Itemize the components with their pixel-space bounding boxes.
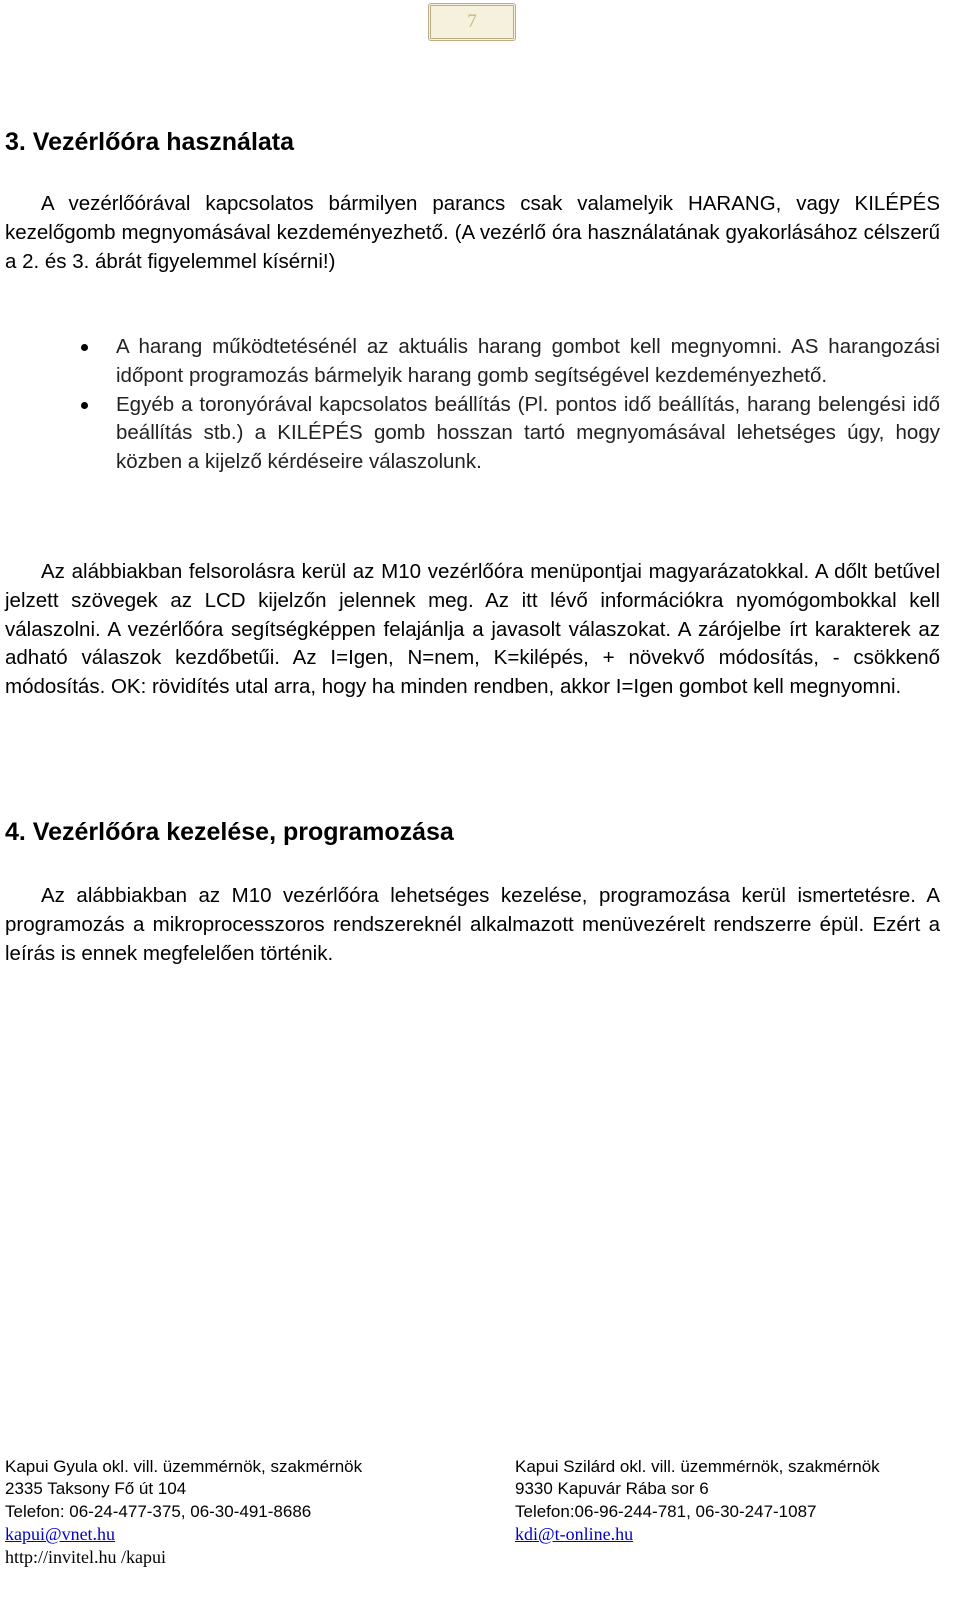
list-item	[5, 333, 940, 391]
contact-website: http://invitel.hu /kapui	[5, 1546, 166, 1567]
contact-email-link[interactable]: kdi@t-online.hu	[515, 1524, 634, 1545]
contact-address: 9330 Kapuvár Rába sor 6	[515, 1479, 709, 1499]
contact-phone: Telefon: 06-24-477-375, 06-30-491-8686	[5, 1501, 312, 1521]
section-3-heading: 3. Vezérlőóra használata	[5, 128, 295, 156]
contact-email-link[interactable]: kapui@vnet.hu	[5, 1524, 116, 1545]
contact-address: 2335 Taksony Fő út 104	[5, 1479, 187, 1499]
bullet-icon	[81, 402, 88, 409]
contact-name: Kapui Szilárd okl. vill. üzemmérnök, szakmérnök	[515, 1457, 880, 1476]
bullet-list	[5, 333, 940, 477]
bullet-text: A harang működtetésénél az aktuális harang gombot kell megnyomni. AS harangozási időpont programozás bármelyik harang gomb segítségével kezdeményezhető.	[116, 335, 940, 387]
page-number-badge: 7	[428, 3, 516, 41]
section-4-intro: Az alábbiakban az M10 vezérlőóra lehetséges kezelése, programozása kerül ismertetésre. A programozás a mikroprocesszoros rendszereknél alkalmazott menüvezérelt rendszerre épül. Ezért a leírás is ennek megfelelően történik.	[5, 884, 940, 965]
footer-contact-right	[515, 1456, 880, 1546]
section-4-heading: 4. Vezérlőóra kezelése, programozása	[5, 818, 454, 846]
contact-phone: Telefon:06-96-244-781, 06-30-247-1087	[515, 1501, 817, 1521]
contact-name: Kapui Gyula okl. vill. üzemmérnök, szakmérnök	[5, 1457, 363, 1476]
bullet-icon	[81, 344, 88, 351]
section-3-explanation: Az alábbiakban felsorolásra kerül az M10 vezérlőóra menüpontjai magyarázatokkal. A dőlt betűvel jelzett szövegek az LCD kijelzőn jelennek meg. Az itt lévő információkra nyomógombokkal kell válaszolni. A vezérlőóra segítségképpen felajánlja a javasolt válaszokat. A zárójelbe írt karakterek az adható válaszok kezdőbetűi. Az I=Igen, N=nem, K=kilépés, + növekvő módosítás, - csökkenő módosítás. OK: rövidítés utal arra, hogy ha minden rendben, akkor I=Igen gombot kell megnyomni.	[5, 560, 940, 699]
section-3-intro: A vezérlőórával kapcsolatos bármilyen parancs csak valamelyik HARANG, vagy KILÉPÉS kezelőgomb megnyomásával kezdeményezhető. (A vezérlő óra használatának gyakorlásához célszerű a 2. és 3. ábrát figyelemmel kísérni!)	[5, 192, 940, 273]
footer-contact-left	[5, 1456, 362, 1568]
list-item	[5, 391, 940, 477]
bullet-text: Egyéb a toronyórával kapcsolatos beállítás (Pl. pontos idő beállítás, harang belengési idő beállítás stb.) a KILÉPÉS gomb hosszan tartó megnyomásával lehetséges úgy, hogy közben a kijelző kérdéseire válaszolunk.	[116, 392, 940, 474]
